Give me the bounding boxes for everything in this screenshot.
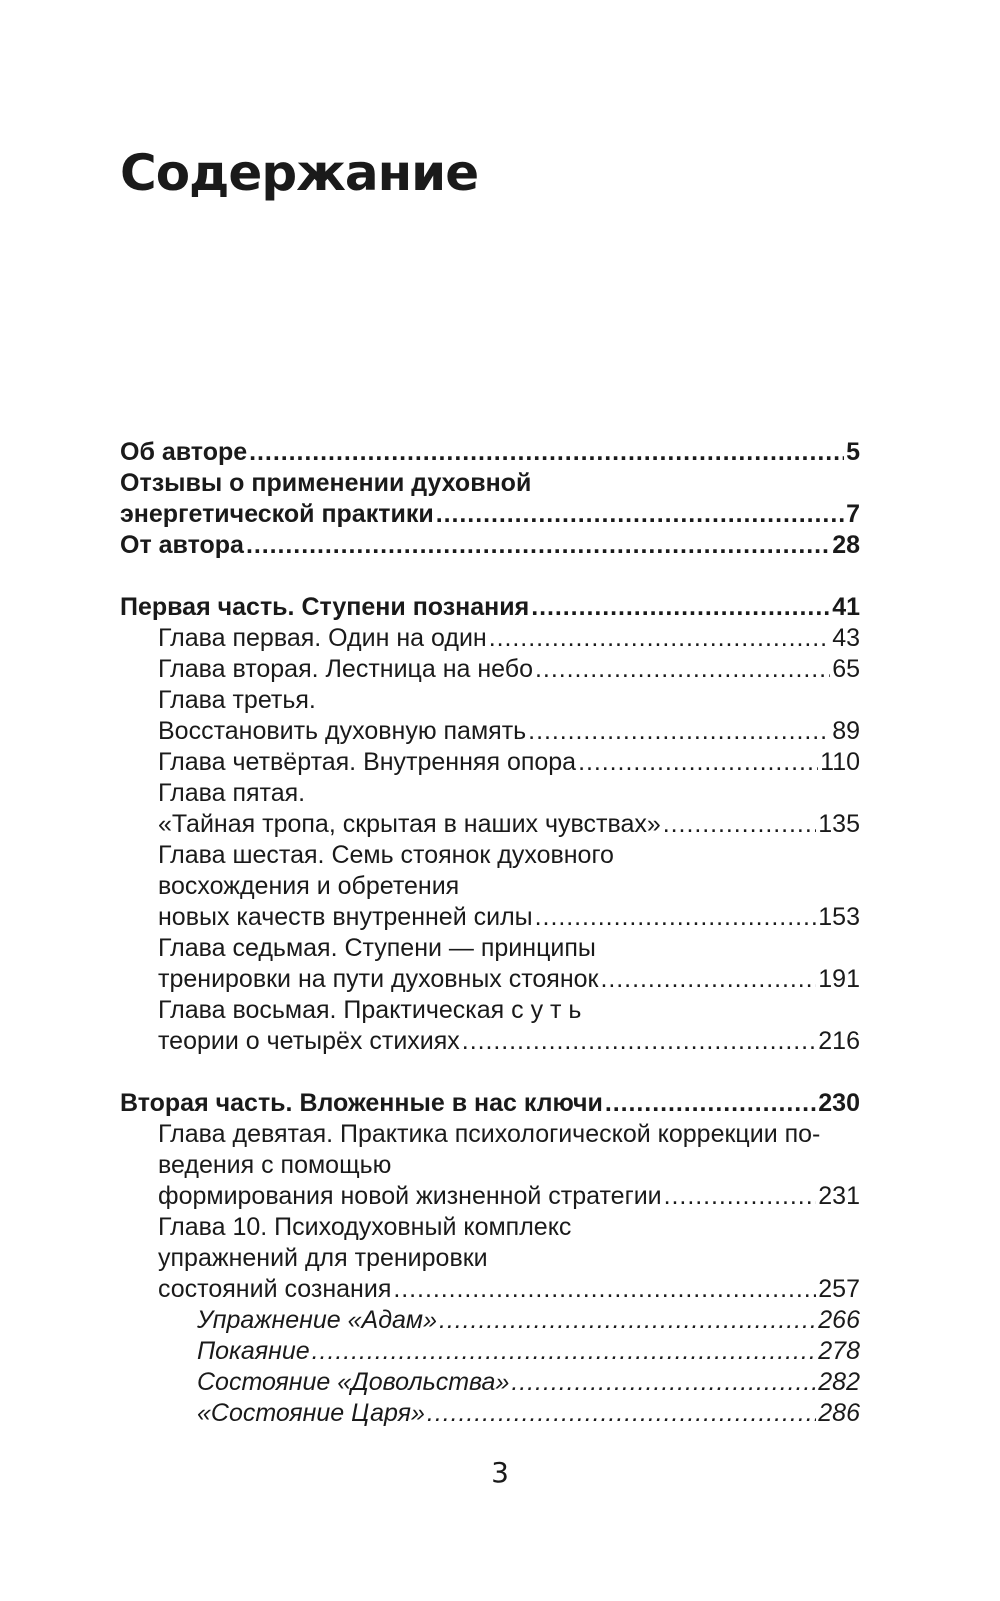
toc-entry-title: Глава третья. — [158, 686, 316, 714]
page-number: 3 — [491, 1456, 509, 1489]
toc-entry-title: восхождения и обретения — [158, 872, 460, 900]
toc-chapter-4[interactable] — [120, 747, 860, 778]
dot-leader — [578, 747, 818, 778]
dot-leader — [605, 1088, 816, 1119]
toc-entry-title: Состояние «Довольства» — [197, 1368, 510, 1396]
toc-entry-title: упражнений для тренировки — [158, 1244, 488, 1272]
toc-entry-page: 43 — [832, 624, 860, 652]
toc-entry-title: состояний сознания — [158, 1275, 392, 1303]
toc-chapter-2[interactable] — [120, 654, 860, 685]
dot-leader — [664, 1181, 817, 1212]
dot-leader — [528, 716, 830, 747]
dot-leader — [436, 499, 844, 530]
toc-entry-from-author[interactable] — [120, 530, 860, 561]
toc-exercise-adam[interactable] — [120, 1305, 860, 1336]
toc-exercise-king[interactable] — [120, 1398, 860, 1429]
dot-leader — [439, 1305, 816, 1336]
dot-leader — [249, 437, 844, 468]
toc-entry-reviews[interactable] — [120, 468, 860, 530]
dot-leader — [535, 902, 817, 933]
dot-leader — [511, 1367, 816, 1398]
toc-chapter-3[interactable] — [120, 685, 860, 747]
dot-leader — [427, 1398, 816, 1429]
toc-chapter-8[interactable] — [120, 995, 860, 1057]
toc-entry-page: 257 — [818, 1275, 860, 1303]
toc-entry-title: «Состояние Царя» — [197, 1399, 425, 1427]
toc-chapter-10[interactable] — [120, 1212, 860, 1305]
toc-entry-title: энергетической практики — [120, 500, 434, 528]
toc-entry-page: 110 — [820, 748, 860, 776]
toc-entry-page: 266 — [818, 1306, 860, 1334]
toc-entry-title: Глава шестая. Семь стоянок духовного — [158, 841, 614, 869]
toc-entry-title: От автора — [120, 531, 244, 559]
toc-entry-page: 135 — [818, 810, 860, 838]
toc-entry-about-author[interactable] — [120, 437, 860, 468]
toc-entry-page: 216 — [818, 1027, 860, 1055]
dot-leader — [393, 1274, 816, 1305]
toc-entry-page: 89 — [832, 717, 860, 745]
toc-entry-title: Вторая часть. Вложенные в нас ключи — [120, 1089, 603, 1117]
toc-entry-page: 282 — [818, 1368, 860, 1396]
toc-entry-title: Глава вторая. Лестница на небо — [158, 655, 534, 683]
toc-entry-title: Глава девятая. Практика психологической коррекции по- — [158, 1120, 821, 1148]
toc-part-2[interactable] — [120, 1088, 860, 1119]
table-of-contents — [120, 437, 860, 1429]
toc-exercise-contentment[interactable] — [120, 1367, 860, 1398]
dot-leader — [246, 530, 830, 561]
dot-leader — [312, 1336, 817, 1367]
toc-chapter-9[interactable] — [120, 1119, 860, 1212]
toc-entry-page: 153 — [818, 903, 860, 931]
toc-entry-page: 191 — [818, 965, 860, 993]
toc-part-1[interactable] — [120, 592, 860, 623]
toc-chapter-1[interactable] — [120, 623, 860, 654]
toc-entry-page: 65 — [832, 655, 860, 683]
toc-exercise-repentance[interactable] — [120, 1336, 860, 1367]
toc-entry-title: Покаяние — [197, 1337, 310, 1365]
toc-entry-title: ведения с помощью — [158, 1151, 392, 1179]
toc-entry-title: теории о четырёх стихиях — [158, 1027, 460, 1055]
toc-entry-page: 5 — [846, 438, 860, 466]
toc-chapter-6[interactable] — [120, 840, 860, 933]
toc-entry-title: формирования новой жизненной стратегии — [158, 1182, 662, 1210]
toc-entry-title: «Тайная тропа, скрытая в наших чувствах» — [158, 810, 661, 838]
toc-entry-page: 28 — [832, 531, 860, 559]
toc-entry-title: Глава пятая. — [158, 779, 306, 807]
dot-leader — [601, 964, 817, 995]
toc-entry-title: Глава седьмая. Ступени — принципы — [158, 934, 596, 962]
dot-leader — [535, 654, 830, 685]
page-title: Содержание — [120, 144, 479, 202]
dot-leader — [663, 809, 817, 840]
toc-chapter-5[interactable] — [120, 778, 860, 840]
toc-entry-title: тренировки на пути духовных стоянок — [158, 965, 599, 993]
toc-entry-page: 41 — [832, 593, 860, 621]
toc-entry-title: Восстановить духовную память — [158, 717, 527, 745]
toc-entry-page: 7 — [846, 500, 860, 528]
toc-entry-page: 230 — [818, 1089, 860, 1117]
toc-entry-title: новых качеств внутренней силы — [158, 903, 533, 931]
dot-leader — [462, 1026, 816, 1057]
toc-entry-title: Глава первая. Один на один — [158, 624, 487, 652]
toc-entry-title: Отзывы о применении духовной — [120, 469, 532, 497]
toc-entry-title: Об авторе — [120, 438, 248, 466]
toc-entry-title: Глава восьмая. Практическая с у т ь — [158, 996, 582, 1024]
toc-entry-title: Упражнение «Адам» — [197, 1306, 437, 1334]
toc-entry-title: Глава 10. Психодуховный комплекс — [158, 1213, 572, 1241]
toc-entry-page: 278 — [818, 1337, 860, 1365]
dot-leader — [531, 592, 830, 623]
toc-entry-page: 231 — [818, 1182, 860, 1210]
dot-leader — [489, 623, 830, 654]
toc-entry-page: 286 — [818, 1399, 860, 1427]
toc-chapter-7[interactable] — [120, 933, 860, 995]
toc-entry-title: Глава четвёртая. Внутренняя опора — [158, 748, 577, 776]
toc-entry-title: Первая часть. Ступени познания — [120, 593, 530, 621]
